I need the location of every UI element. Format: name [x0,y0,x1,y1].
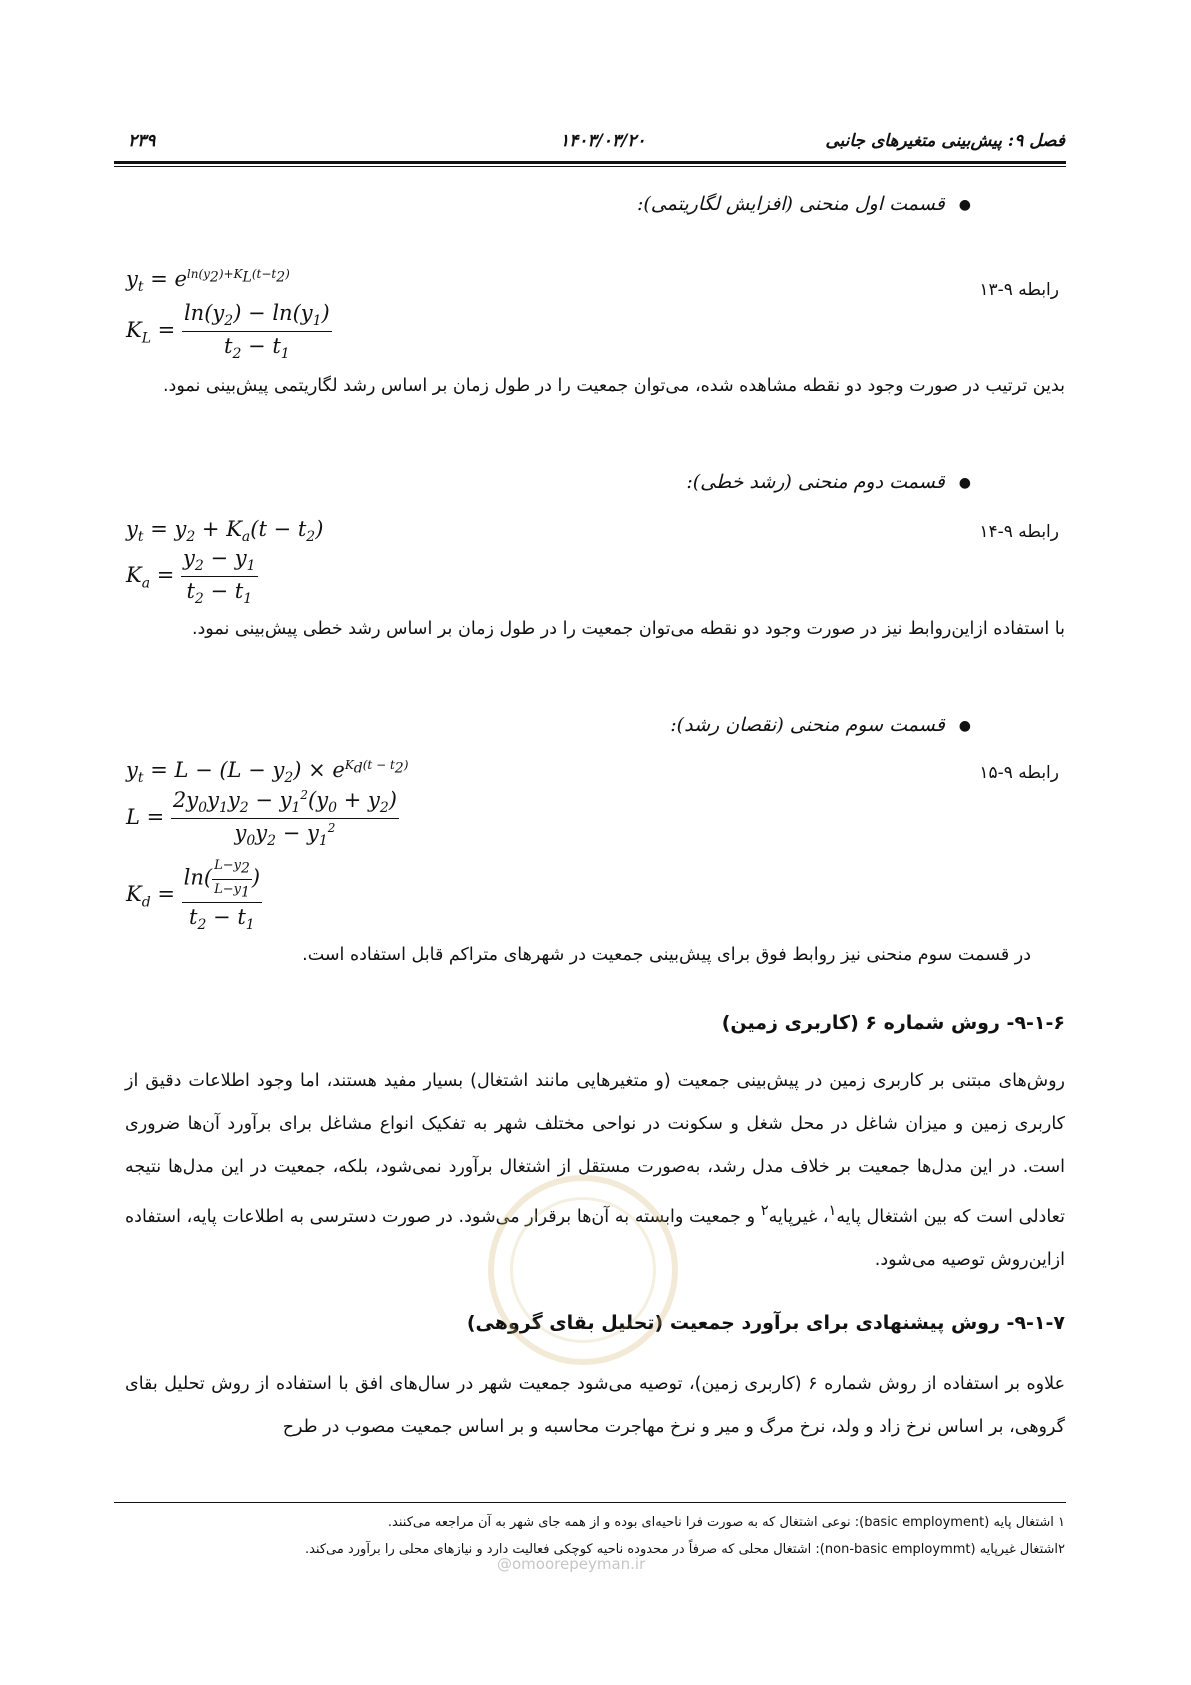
land-use-text-c: و جمعیت وابسته به آن‌ها برقرار می‌شود. در صورت دسترسی به اطلاعات پایه، استفاده ازاین‌روش توصیه می‌شود. [125,1206,1065,1270]
equation-1: $y_t = e^{ln(y_2)+K_L(t-t_2)}$ [126,267,290,296]
land-use-text-b: ، غیرپایه [768,1206,829,1227]
page-number: ۲۳۹ [128,131,156,151]
paragraph-decline: در قسمت سوم منحنی نیز روابط فوق برای پیش‌بینی جمعیت در شهرهای متراکم قابل استفاده است. [302,945,1031,965]
paragraph-log: بدین ترتیب در صورت وجود دو نقطه مشاهده شده، می‌توان جمعیت را در طول زمان بر اساس رشد لگاریتمی پیش‌بینی نمود. [162,376,1065,396]
footnote-ref-2[interactable]: ۲ [760,1202,769,1219]
equation-2: $K_L$ = $\frac{\ln(y_2) - \ln(y_1)}{t_2 - t_1}$ [126,301,330,363]
bullet-dot-icon: ● [958,475,971,491]
paragraph-cohort: علاوه بر استفاده از روش شماره ۶ (کاربری زمین)، توصیه می‌شود جمعیت شهر در سال‌های افق با استفاده از روش تحلیل بقای گروهی، بر اساس نرخ زاد و ولد، نرخ مرگ و میر و نرخ مهاجرت محاسبه و بر اساس جمعیت مصوب در طرح [125,1374,1066,1437]
equation-7: $K_d$ = ln( $\frac{L-y_2}{L-y_1}$ ) $t_2 - t_1$ [126,858,261,934]
footnote-1: ۱ اشتغال پایه (basic employment): نوعی اشتغال که به صورت فرا ناحیه‌ای بوده و از همه جای شهر به آن مراجعه می‌کنند. [387,1515,1065,1530]
bullet-log-growth [637,193,971,215]
bullet-dot-icon: ● [958,718,971,734]
section-title-cohort: ۹-۱-۷- روش پیشنهادی برای برآورد جمعیت (تحلیل بقای گروهی) [466,1312,1065,1334]
footnote-2: ۲اشتغال غیرپایه (non-basic employmmt): اشتغال محلی که صرفاً در محدوده ناحیه کوچکی فعالیت دارد و نیازهای محلی را برآورد می‌کند. [304,1542,1065,1557]
header-rule-thin [114,166,1066,167]
bullet-dot-icon: ● [958,197,971,213]
land-use-text-a: روش‌های مبتنی بر کاربری زمین در پیش‌بینی جمعیت (و متغیرهایی مانند اشتغال) بسیار مفید هستند، اما وجود اطلاعات دقیق از کاربری زمین و میزان شاغل در محل شغل و سکونت در نواحی مختلف شهر به تفکیک انواع مشاغل برای برآورد آن‌ها ضروری است. در این مدل‌ها جمعیت بر خلاف مدل رشد، به‌صورت مستقل از اشتغال برآورد نمی‌شود، بلکه، جمعیت در این مدل‌ها نتیجه تعادلی است که بین اشتغال پایه [125,1071,1065,1227]
relation-label: رابطه ۹-۱۳ [979,280,1059,300]
equation-6: L = $\frac{2y_0y_1y_2 - y_1^2(y_0 + y_2)}{y_0y_2 - y_1^2}$ [126,788,397,850]
bullet-text: قسمت اول منحنی (افزایش لگاریتمی): [636,193,945,215]
relation-label: رابطه ۹-۱۴ [979,522,1059,542]
header-rule [114,161,1066,164]
chapter-title: فصل ۹: پیش‌بینی متغیرهای جانبی [825,131,1065,151]
footnote-ref-1[interactable]: ۱ [828,1202,837,1219]
bullet-text: قسمت دوم منحنی (رشد خطی): [686,471,945,493]
relation-label: رابطه ۹-۱۵ [979,763,1059,783]
equation-4: $K_a$ = $\frac{y_2 - y_1}{t_2 - t_1}$ [126,546,256,608]
watermark-text: @omoorepeyman.ir [497,1555,646,1573]
bullet-text: قسمت سوم منحنی (نقصان رشد): [670,714,945,736]
equation-5: $y_t = L - (L - y_2) \times e^{K_d(t - t_2)}$ [126,758,409,787]
watermark-inner-ring-icon [510,1197,656,1343]
footnote-rule [114,1502,1066,1503]
bullet-decline-growth [670,714,971,736]
paragraph-linear: با استفاده ازاین‌روابط نیز در صورت وجود دو نقطه می‌توان جمعیت را در طول زمان بر اساس رشد خطی پیش‌بینی نمود. [191,619,1065,639]
bullet-linear-growth [686,471,971,493]
section-title-land-use: ۹-۱-۶- روش شماره ۶ (کاربری زمین) [721,1012,1065,1034]
equation-3: $y_t = y_2 + K_a(t - t_2)$ [126,517,324,546]
header-date: ۱۴۰۳/۰۳/۲۰ [560,131,646,151]
